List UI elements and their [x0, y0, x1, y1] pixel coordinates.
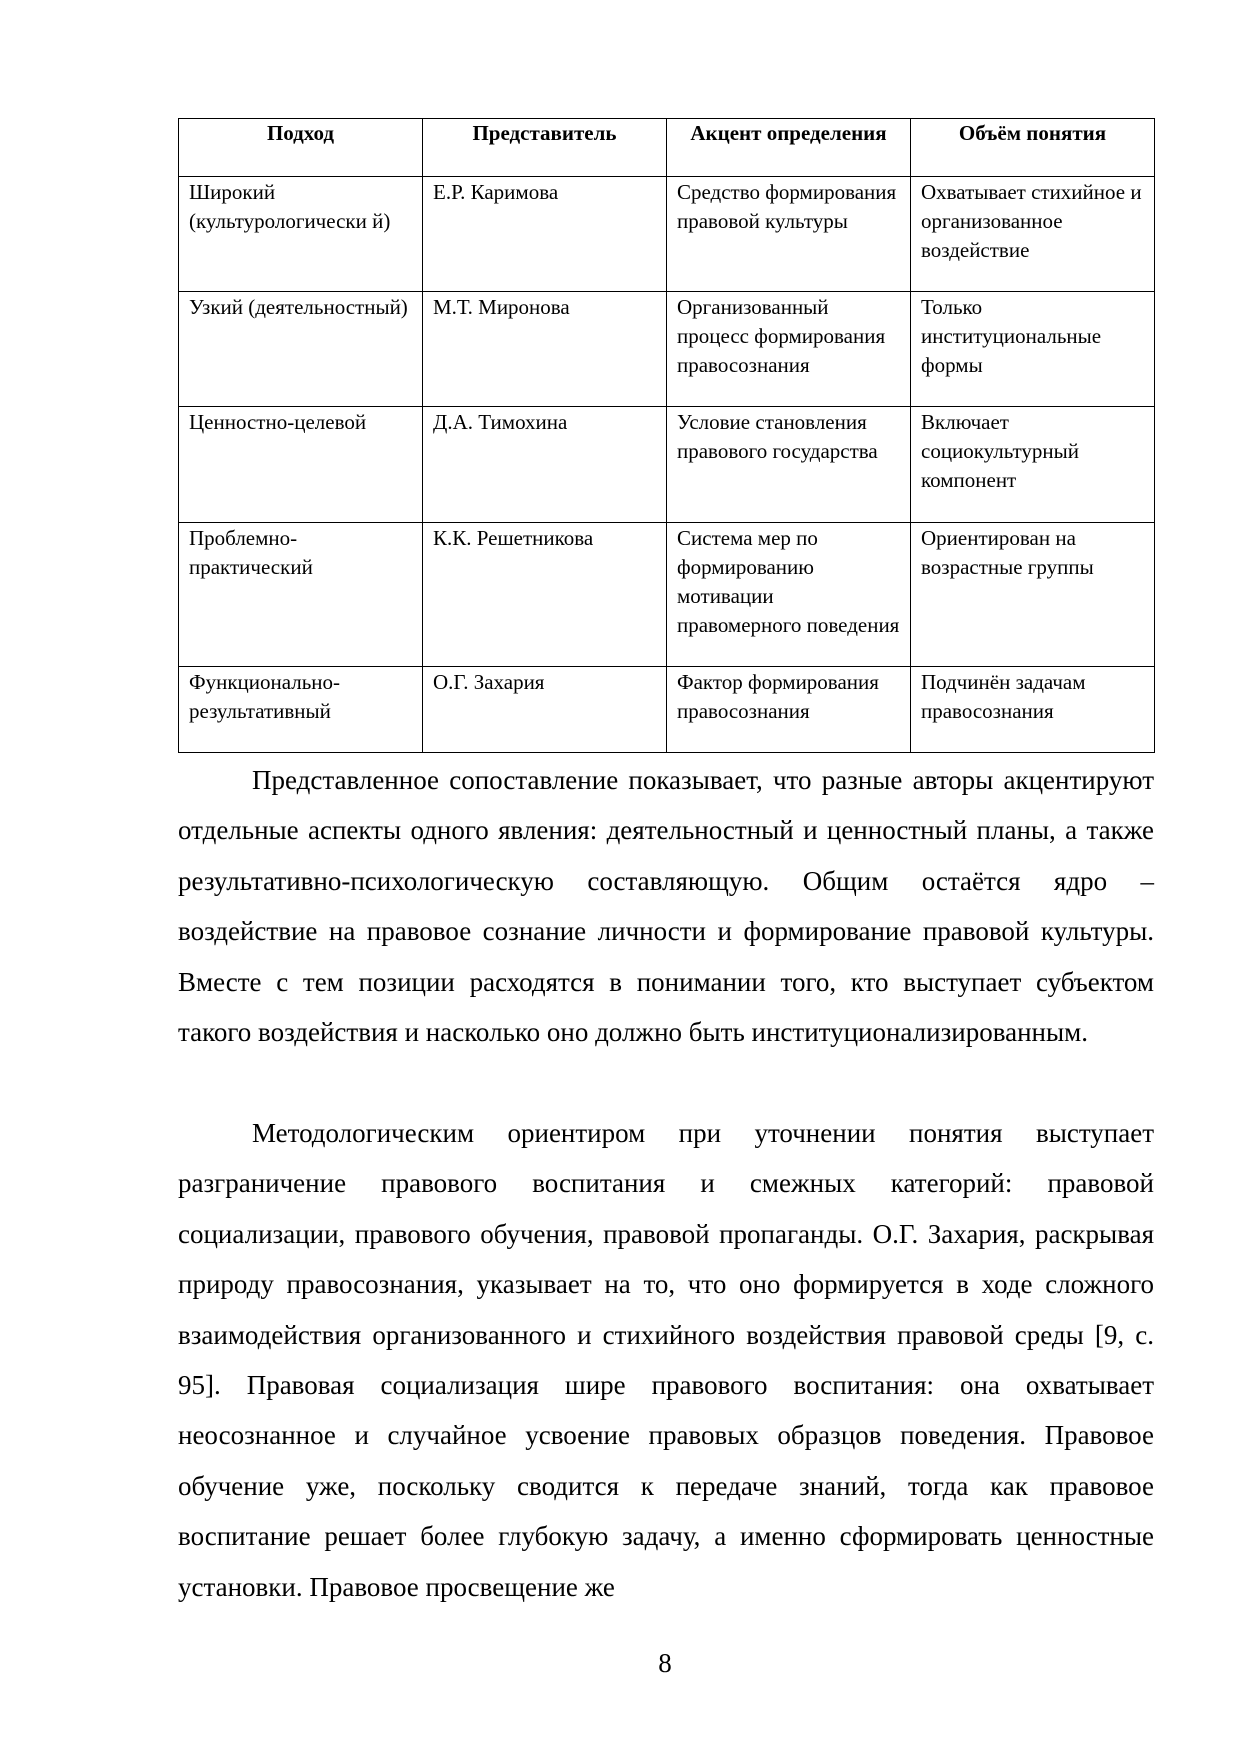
cell-representative: Е.Р. Каримова — [423, 177, 667, 292]
cell-concept-scope: Только институциональные формы — [911, 292, 1155, 407]
cell-representative: О.Г. Захария — [423, 667, 667, 753]
cell-concept-scope: Подчинён задачам правосознания — [911, 667, 1155, 753]
table-row — [179, 523, 1155, 667]
cell-approach: Широкий (культурологически й) — [179, 177, 423, 292]
cell-definition-focus: Условие становления правового государства — [667, 407, 911, 523]
cell-representative: К.К. Решетникова — [423, 523, 667, 667]
cell-representative: Д.А. Тимохина — [423, 407, 667, 523]
table-header-row — [179, 119, 1155, 177]
header-representative: Представитель — [423, 119, 667, 177]
table-row — [179, 667, 1155, 753]
header-approach: Подход — [179, 119, 423, 177]
cell-definition-focus: Система мер по формированию мотивации правомерного поведения — [667, 523, 911, 667]
header-definition-focus: Акцент определения — [667, 119, 911, 177]
cell-approach: Узкий (деятельностный) — [179, 292, 423, 407]
cell-representative: М.Т. Миронова — [423, 292, 667, 407]
cell-concept-scope: Ориентирован на возрастные группы — [911, 523, 1155, 667]
body-paragraph: Представленное сопоставление показывает, что разные авторы акцентируют отдельные аспекты одного явления: деятельностный и ценностный планы, а также результативно-психологическую составляющую. Общим остаётся ядро – воздействие на правовое сознание личности и формирование правовой культуры. Вместе с тем позиции расходятся в понимании того, кто выступает субъектом такого воздействия и насколько оно должно быть институционализированным. — [178, 765, 1154, 1048]
cell-approach: Функционально-результативный — [179, 667, 423, 753]
cell-definition-focus: Организованный процесс формирования правосознания — [667, 292, 911, 407]
body-paragraph: Методологическим ориентиром при уточнении понятия выступает разграничение правового воспитания и смежных категорий: правовой социализации, правового обучения, правовой пропаганды. О.Г. Захария, раскрывая природу правосознания, указывает на то, что оно формируется в ходе сложного взаимодействия организованного и стихийного воздействия правовой среды [9, с. 95]. Правовая социализация шире правового воспитания: она охватывает неосознанное и случайное усвоение правовых образцов поведения. Правовое обучение уже, поскольку сводится к передаче знаний, тогда как правовое воспитание решает более глубокую задачу, а именно сформировать ценностные установки. Правовое просвещение же — [178, 1118, 1154, 1602]
table-row — [179, 292, 1155, 407]
cell-approach: Ценностно-целевой — [179, 407, 423, 523]
header-concept-scope: Объём понятия — [911, 119, 1155, 177]
page-number: 8 — [658, 1648, 672, 1678]
cell-concept-scope: Включает социокультурный компонент — [911, 407, 1155, 523]
comparison-table — [178, 118, 1155, 753]
cell-concept-scope: Охватывает стихийное и организованное воздействие — [911, 177, 1155, 292]
cell-definition-focus: Фактор формирования правосознания — [667, 667, 911, 753]
table-row — [179, 407, 1155, 523]
cell-definition-focus: Средство формирования правовой культуры — [667, 177, 911, 292]
table-row — [179, 177, 1155, 292]
cell-approach: Проблемно-практический — [179, 523, 423, 667]
